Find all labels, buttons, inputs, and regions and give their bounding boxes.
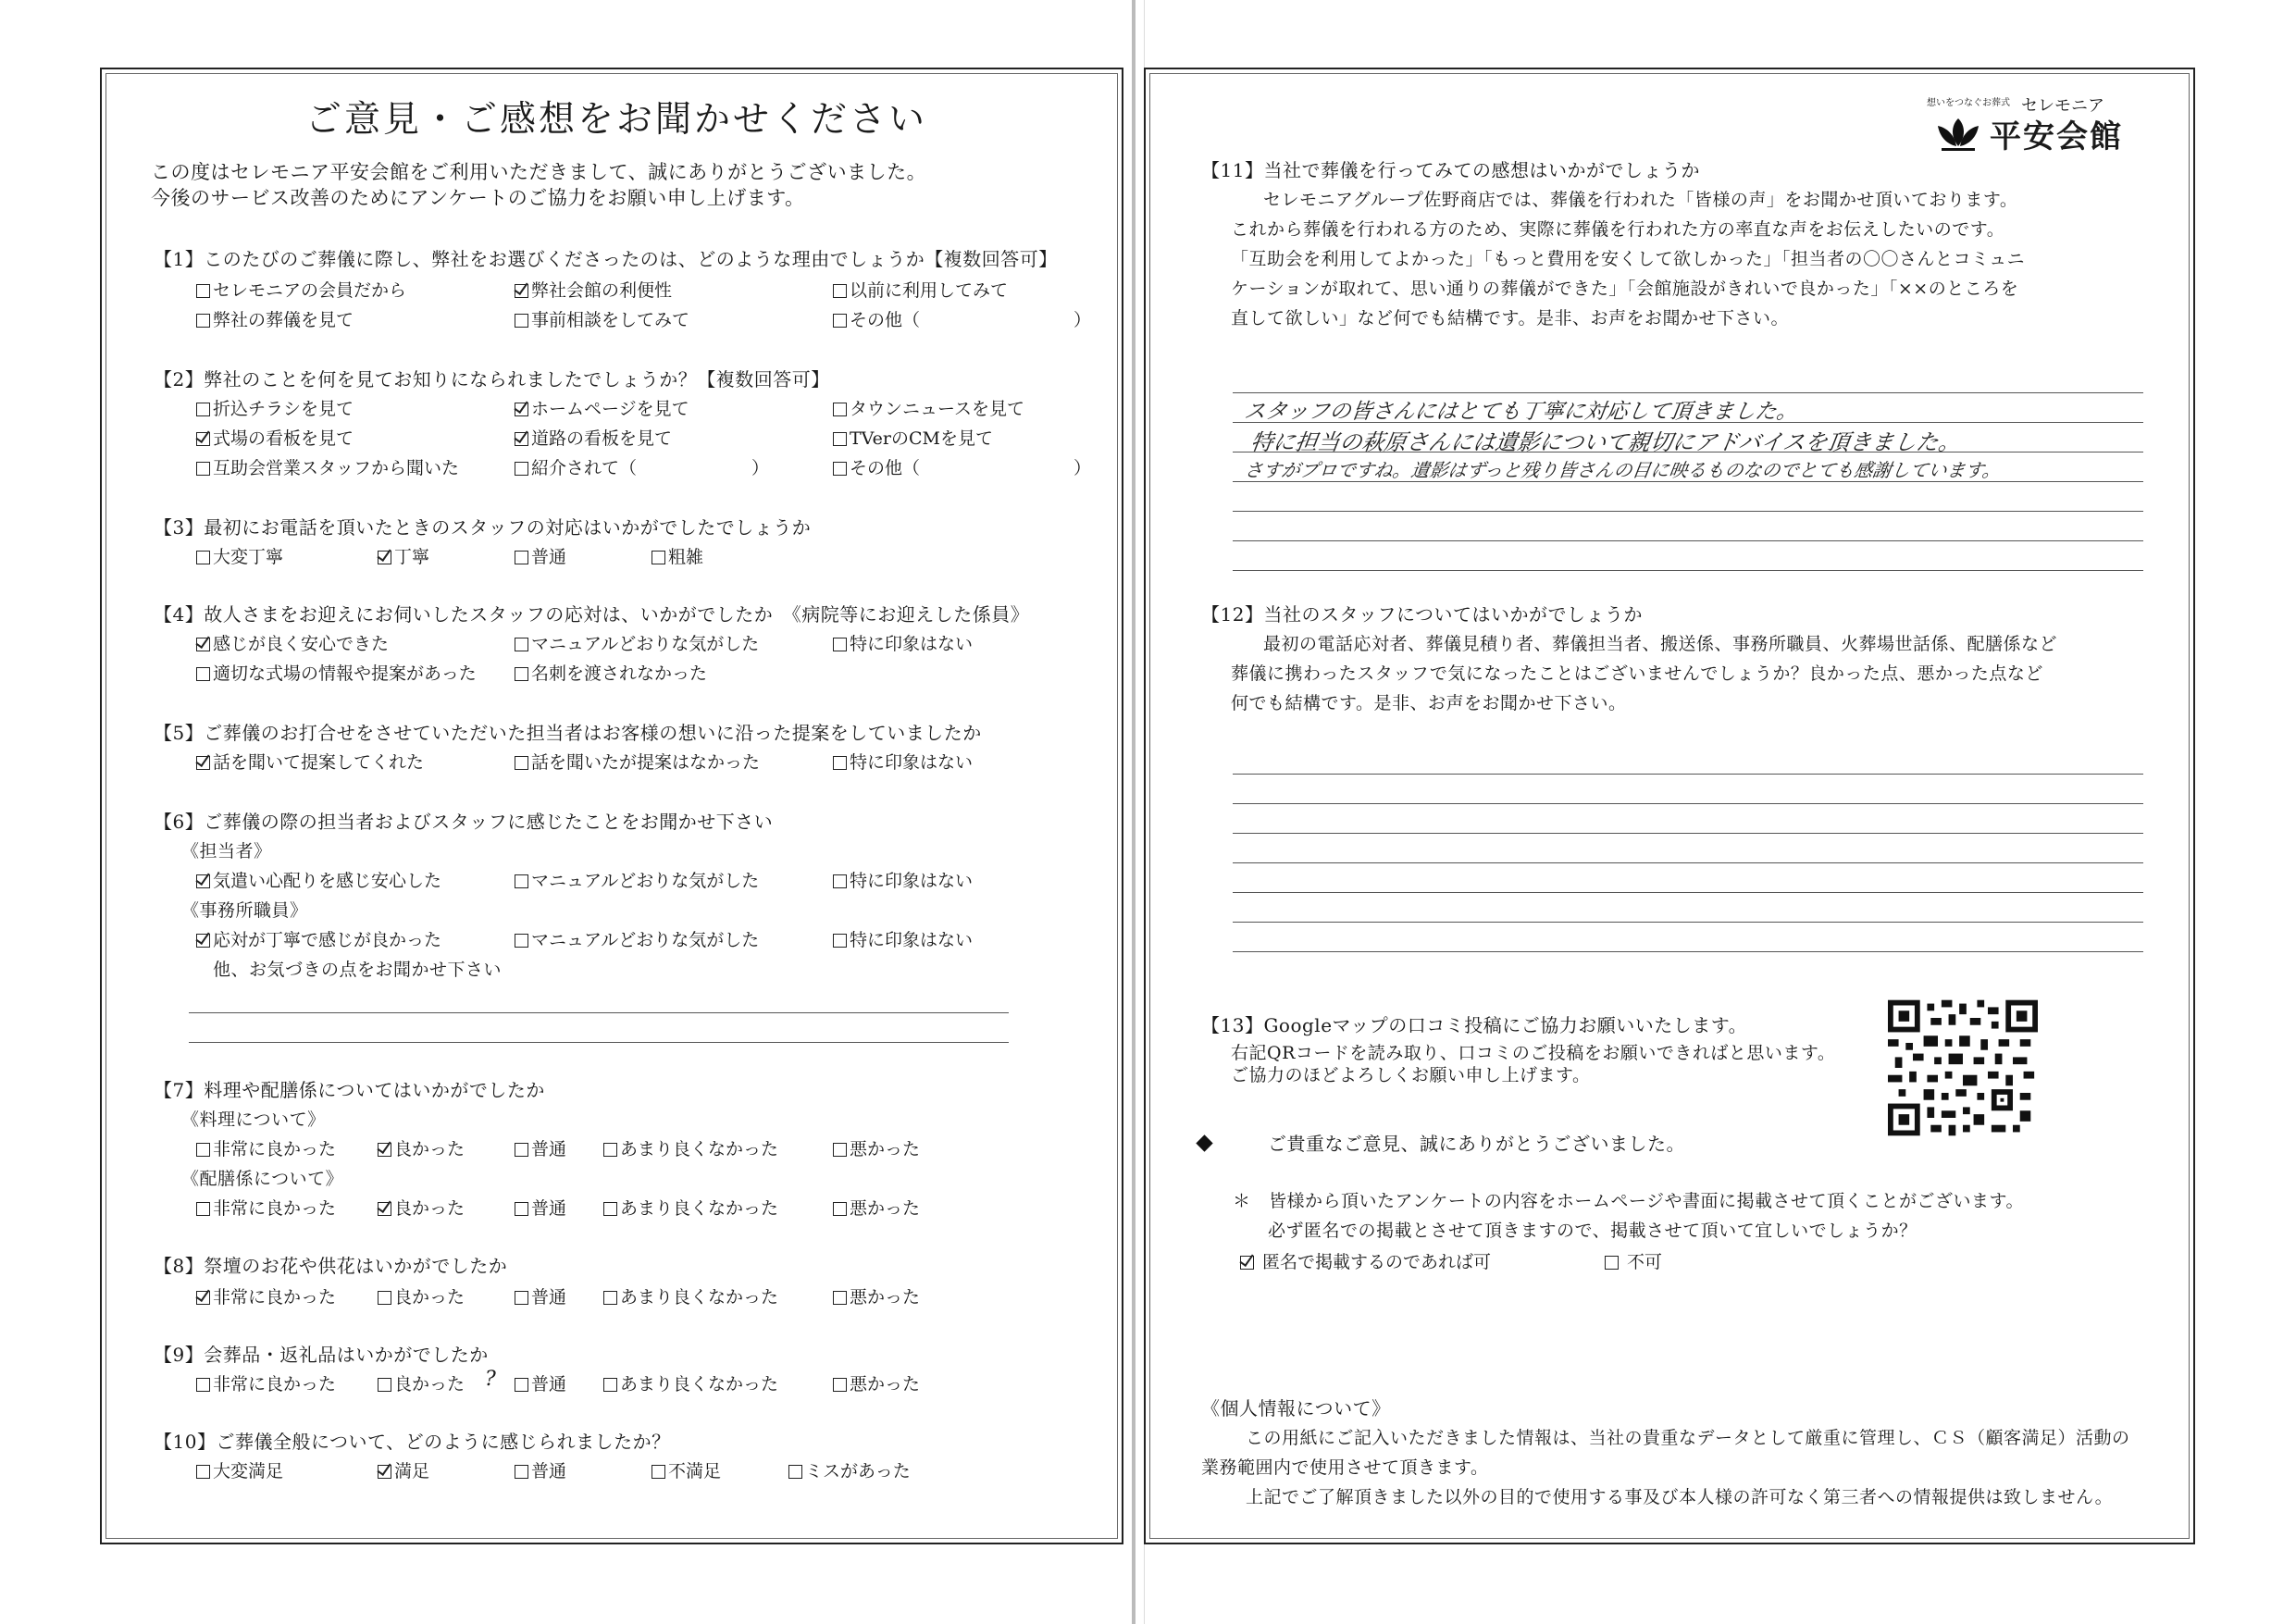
checkbox[interactable]	[378, 1378, 391, 1392]
q2-option-other[interactable]: その他（	[833, 457, 920, 479]
q4-question: 【4】故人さまをお迎えにお伺いしたスタッフの応対は、いかがでしたか 《病院等にお迎えした係員》	[154, 603, 1030, 626]
q6-staff-option-no-impression[interactable]: 特に印象はない	[833, 870, 973, 892]
checkbox[interactable]	[833, 756, 847, 770]
q2-option-homepage[interactable]: ホームページを見て	[515, 398, 689, 420]
q13-body-2: ご協力のほどよろしくお願い申し上げます。	[1231, 1065, 1591, 1085]
checkbox[interactable]	[603, 1143, 617, 1157]
q7-serving-option-very-good[interactable]: 非常に良かった	[196, 1197, 336, 1220]
checkbox-checked[interactable]	[196, 638, 210, 651]
checkbox[interactable]	[515, 934, 528, 948]
checkbox[interactable]	[378, 1291, 391, 1305]
checkbox[interactable]	[833, 1291, 847, 1305]
checkbox[interactable]	[515, 462, 528, 476]
checkbox[interactable]	[196, 284, 210, 298]
checkbox[interactable]	[515, 638, 528, 651]
checkbox[interactable]	[833, 314, 847, 328]
q8-option-very-good[interactable]: 非常に良かった	[196, 1286, 336, 1308]
checkbox-checked[interactable]	[196, 934, 210, 948]
intro-line-2: 今後のサービス改善のためにアンケートのご協力をお願い申し上げます。	[151, 187, 805, 209]
q12-body-2: 葬儀に携わったスタッフで気になったことはございませんでしょうか？良かった点、悪かった点など	[1231, 663, 2043, 684]
q6-office-option-manual[interactable]: マニュアルどおりな気がした	[515, 929, 759, 951]
q12-write-line-4[interactable]	[1233, 862, 2143, 863]
q7-food-option-normal[interactable]: 普通	[515, 1138, 566, 1160]
checkbox[interactable]	[515, 314, 528, 328]
q7-serving-option-good[interactable]: 良かった	[378, 1197, 465, 1220]
checkbox[interactable]	[833, 638, 847, 651]
checkbox[interactable]	[603, 1291, 617, 1305]
q7-serving-option-normal[interactable]: 普通	[515, 1197, 566, 1220]
q1-option-consultation[interactable]: 事前相談をしてみて	[515, 309, 689, 331]
q11-write-line-6[interactable]	[1233, 540, 2143, 541]
q7-serving-option-bad[interactable]: 悪かった	[833, 1197, 920, 1220]
checkbox-checked[interactable]	[378, 1465, 391, 1479]
checkbox[interactable]	[196, 1378, 210, 1392]
q7-food-option-good[interactable]: 良かった	[378, 1138, 465, 1160]
q2-option-hall-sign[interactable]: 式場の看板を見て	[196, 428, 354, 450]
q6-other-prompt: 他、お気づきの点をお聞かせ下さい	[213, 960, 503, 980]
checkbox[interactable]	[196, 1143, 210, 1157]
checkbox-checked[interactable]	[196, 756, 210, 770]
q11-body-4: ケーションが取れて、思い通りの葬儀ができた」「会館施設がきれいで良かった」「××のところを	[1231, 279, 2019, 299]
checkbox[interactable]	[833, 934, 847, 948]
q12-write-line-5[interactable]	[1233, 892, 2143, 893]
q10-option-satisfied[interactable]: 満足	[378, 1460, 429, 1482]
checkbox-checked[interactable]	[378, 551, 391, 564]
checkbox[interactable]	[196, 403, 210, 416]
q5-option-no-impression[interactable]: 特に印象はない	[833, 751, 973, 774]
checkbox[interactable]	[196, 1465, 210, 1479]
q4-option-reassuring[interactable]: 感じが良く安心できた	[196, 633, 389, 655]
privacy-body-1: この用紙にご記入いただきました情報は、当社の貴重なデータとして厳重に管理し、ＣＳ（顧客満足）活動の	[1246, 1428, 2130, 1448]
q4-option-no-card[interactable]: 名刺を渡されなかった	[515, 663, 707, 685]
privacy-body-3: 上記でご了解頂きました以外の目的で使用する事及び本人様の許可なく第三者への情報提供は致しません。	[1246, 1487, 2114, 1507]
q12-write-line-2[interactable]	[1233, 803, 2143, 804]
checkbox[interactable]	[515, 1465, 528, 1479]
q12-write-line-1[interactable]	[1233, 774, 2143, 775]
q11-handwritten-answer-2: 特に担当の萩原さんには遺影について親切にアドバイスを頂きました。	[1248, 429, 1963, 455]
q8-option-not-good[interactable]: あまり良くなかった	[603, 1286, 778, 1308]
q1-other-close: ）	[1074, 310, 1092, 330]
q12-question: 【12】当社のスタッフについてはいかがでしょうか	[1201, 603, 1644, 626]
q7-sub-serving: 《配膳係について》	[181, 1169, 344, 1189]
q9-option-very-good[interactable]: 非常に良かった	[196, 1373, 336, 1395]
checkbox[interactable]	[1605, 1256, 1619, 1270]
q6-office-option-no-impression[interactable]: 特に印象はない	[833, 929, 973, 951]
checkbox[interactable]	[833, 284, 847, 298]
q9-option-bad[interactable]: 悪かった	[833, 1373, 920, 1395]
checkbox[interactable]	[833, 432, 847, 446]
q6-sub-office: 《事務所職員》	[181, 900, 308, 921]
q1-option-saw-funeral[interactable]: 弊社の葬儀を見て	[196, 309, 354, 331]
consent-option-anonymous-ok[interactable]: 匿名で掲載するのであれば可	[1240, 1251, 1491, 1273]
privacy-heading: 《個人情報について》	[1201, 1397, 1391, 1419]
q12-body-1: 最初の電話応対者、葬儀見積り者、葬儀担当者、搬送係、事務所職員、火葬場世話係、配膳係など	[1263, 634, 2058, 654]
q6-sub-staff: 《担当者》	[181, 841, 272, 862]
checkbox-checked[interactable]	[515, 432, 528, 446]
q1-option-convenience[interactable]: 弊社会館の利便性	[515, 279, 672, 302]
q7-food-option-bad[interactable]: 悪かった	[833, 1138, 920, 1160]
checkbox[interactable]	[515, 1378, 528, 1392]
q11-write-line-5[interactable]	[1233, 511, 2143, 512]
q9-option-not-good[interactable]: あまり良くなかった	[603, 1373, 778, 1395]
q11-question: 【11】当社で葬儀を行ってみての感想はいかがでしょうか	[1201, 159, 1700, 181]
checkbox-checked[interactable]	[196, 432, 210, 446]
q13-question: 【13】Googleマップの口コミ投稿にご協力お願いいたします。	[1201, 1014, 1748, 1036]
q6-staff-option-manual[interactable]: マニュアルどおりな気がした	[515, 870, 759, 892]
q3-option-normal[interactable]: 普通	[515, 546, 566, 568]
q7-food-option-very-good[interactable]: 非常に良かった	[196, 1138, 336, 1160]
q6-write-line-2[interactable]	[189, 1042, 1009, 1043]
q10-option-mistake[interactable]: ミスがあった	[788, 1460, 911, 1482]
checkbox[interactable]	[515, 551, 528, 564]
q3-option-very-polite[interactable]: 大変丁寧	[196, 546, 283, 568]
checkbox[interactable]	[788, 1465, 802, 1479]
q2-option-referral[interactable]: 紹介されて（	[515, 457, 637, 479]
logo-name: 平安会館	[1990, 118, 2123, 155]
consent-option-not-ok[interactable]: 不可	[1605, 1251, 1662, 1273]
q11-handwritten-answer-1: スタッフの皆さんにはとても丁寧に対応して頂きました。	[1242, 400, 1800, 424]
q7-food-option-not-good[interactable]: あまり良くなかった	[603, 1138, 778, 1160]
survey-title: ご意見・ご感想をお聞かせください	[305, 99, 928, 141]
q4-option-proposal[interactable]: 適切な式場の情報や提案があった	[196, 663, 477, 685]
q12-body-3: 何でも結構です。是非、お声をお聞かせ下さい。	[1231, 693, 1627, 713]
checkbox[interactable]	[515, 1291, 528, 1305]
q5-option-no-proposal[interactable]: 話を聞いたが提案はなかった	[515, 751, 760, 774]
q10-question: 【10】ご葬儀全般について、どのように感じられましたか？	[154, 1431, 671, 1453]
checkbox[interactable]	[515, 1143, 528, 1157]
checkbox[interactable]	[196, 1202, 210, 1216]
q10-option-dissatisfied[interactable]: 不満足	[652, 1460, 721, 1482]
q2-option-townnews[interactable]: タウンニュースを見て	[833, 398, 1024, 420]
q2-option-tver-cm[interactable]: TVerのCMを見て	[833, 428, 993, 450]
q9-question: 【9】会葬品・返礼品はいかがでしたか	[154, 1344, 489, 1366]
q6-office-option-polite[interactable]: 応対が丁寧で感じが良かった	[196, 929, 441, 951]
q1-option-member[interactable]: セレモニアの会員だから	[196, 279, 406, 302]
q11-handwritten-answer-3: さすがプロですね。遺影はずっと残り皆さんの目に映るものなのでとても感謝しています。	[1243, 459, 2003, 481]
checkbox[interactable]	[196, 551, 210, 564]
q3-option-rough[interactable]: 粗雑	[652, 546, 703, 568]
q4-option-manual[interactable]: マニュアルどおりな気がした	[515, 633, 759, 655]
checkbox-checked[interactable]	[515, 284, 528, 298]
q7-serving-option-not-good[interactable]: あまり良くなかった	[603, 1197, 778, 1220]
consent-note-1: ＊ 皆様から頂いたアンケートの内容をホームページや書面に掲載させて頂くことがございます。	[1233, 1191, 2024, 1211]
logo-brand: セレモニア	[2021, 96, 2104, 116]
privacy-body-2: 業務範囲内で使用させて頂きます。	[1201, 1457, 1489, 1478]
q1-question: 【1】このたびのご葬儀に際し、弊社をお選びくださったのは、どのような理由でしょうか【複数回答可】	[154, 248, 1058, 270]
q11-body-1: セレモニアグループ佐野商店では、葬儀を行われた「皆様の声」をお聞かせ頂いております。	[1263, 190, 2018, 210]
q9-option-normal[interactable]: 普通	[515, 1373, 566, 1395]
q9-option-good[interactable]: 良かった	[378, 1373, 465, 1395]
q5-question: 【5】ご葬儀のお打合せをさせていただいた担当者はお客様の想いに沿った提案をしていましたか	[154, 722, 982, 744]
company-logo	[1927, 93, 2121, 157]
q2-option-sales-staff[interactable]: 互助会営業スタッフから聞いた	[196, 457, 459, 479]
q13-body-1: 右記QRコードを読み取り、口コミのご投稿をお願いできればと思います。	[1231, 1043, 1836, 1063]
checkbox-checked[interactable]	[1240, 1256, 1254, 1270]
lotus-logo-icon	[1934, 113, 1982, 154]
q11-write-line-7[interactable]	[1233, 570, 2143, 571]
checkbox-checked[interactable]	[196, 1291, 210, 1305]
q8-option-normal[interactable]: 普通	[515, 1286, 566, 1308]
q2-other-close: ）	[1074, 458, 1092, 478]
q2-option-road-sign[interactable]: 道路の看板を見て	[515, 428, 672, 450]
checkbox[interactable]	[833, 1202, 847, 1216]
checkbox[interactable]	[833, 403, 847, 416]
q9-handwritten-mark: ?	[485, 1368, 496, 1391]
q11-body-2: これから葬儀を行われる方のため、実際に葬儀を行われた方の率直な声をお伝えしたいのです。	[1231, 219, 2005, 240]
checkbox-checked[interactable]	[515, 403, 528, 416]
checkbox[interactable]	[833, 1143, 847, 1157]
intro-line-1: この度はセレモニア平安会館をご利用いただきまして、誠にありがとうございました。	[151, 161, 927, 183]
q10-option-normal[interactable]: 普通	[515, 1460, 566, 1482]
q12-write-line-7[interactable]	[1233, 951, 2143, 952]
checkbox[interactable]	[833, 874, 847, 888]
q1-option-other[interactable]: その他（	[833, 309, 920, 331]
checkbox[interactable]	[515, 1202, 528, 1216]
q11-write-line-1[interactable]	[1233, 392, 2143, 393]
q3-question: 【3】最初にお電話を頂いたときのスタッフの対応はいかがでしたでしょうか	[154, 516, 812, 539]
q12-write-line-6[interactable]	[1233, 922, 2143, 923]
q3-option-polite[interactable]: 丁寧	[378, 546, 429, 568]
checkbox[interactable]	[652, 551, 665, 564]
q7-question: 【7】料理や配膳係についてはいかがでしたか	[154, 1079, 545, 1101]
checkbox[interactable]	[833, 1378, 847, 1392]
q8-option-bad[interactable]: 悪かった	[833, 1286, 920, 1308]
checkbox[interactable]	[515, 667, 528, 681]
checkbox-checked[interactable]	[378, 1143, 391, 1157]
checkbox[interactable]	[196, 462, 210, 476]
checkbox[interactable]	[196, 667, 210, 681]
q2-question: 【2】弊社のことを何を見てお知りになられましたでしょうか？【複数回答可】	[154, 368, 830, 391]
page-fold	[1132, 0, 1136, 1624]
q7-sub-food: 《料理について》	[181, 1110, 326, 1130]
checkbox-checked[interactable]	[196, 874, 210, 888]
thanks-message: ご貴重なご意見、誠にありがとうございました。	[1268, 1133, 1685, 1155]
q11-body-5: 直して欲しい」など何でも結構です。是非、お声をお聞かせ下さい。	[1231, 308, 1789, 329]
q2-option-flyer[interactable]: 折込チラシを見て	[196, 398, 354, 420]
checkbox-checked[interactable]	[378, 1202, 391, 1216]
qr-code-icon[interactable]	[1888, 999, 2038, 1136]
q11-body-3: 「互助会を利用してよかった」「もっと費用を安くして欲しかった」「担当者の〇〇さんとコミュニ	[1231, 249, 2026, 269]
q1-option-previous[interactable]: 以前に利用してみて	[833, 279, 1008, 302]
q10-option-very-satisfied[interactable]: 大変満足	[196, 1460, 283, 1482]
checkbox[interactable]	[833, 462, 847, 476]
q12-write-line-3[interactable]	[1233, 833, 2143, 834]
q4-option-no-impression[interactable]: 特に印象はない	[833, 633, 973, 655]
q8-option-good[interactable]: 良かった	[378, 1286, 465, 1308]
q6-write-line-1[interactable]	[189, 1012, 1009, 1013]
checkbox[interactable]	[652, 1465, 665, 1479]
consent-note-2: 必ず匿名での掲載とさせて頂きますので、掲載させて頂いて宜しいでしょうか？	[1268, 1221, 1917, 1241]
checkbox[interactable]	[196, 314, 210, 328]
q2-referral-close: ）	[751, 458, 770, 478]
checkbox[interactable]	[603, 1378, 617, 1392]
q6-staff-option-considerate[interactable]: 気遣い心配りを感じ安心した	[196, 870, 441, 892]
q6-question: 【6】ご葬儀の際の担当者およびスタッフに感じたことをお聞かせ下さい	[154, 811, 774, 833]
checkbox[interactable]	[603, 1202, 617, 1216]
q5-option-proposed[interactable]: 話を聞いて提案してくれた	[196, 751, 424, 774]
checkbox[interactable]	[515, 756, 528, 770]
q8-question: 【8】祭壇のお花や供花はいかがでしたか	[154, 1255, 508, 1277]
logo-tagline: 想いをつなぐお葬式	[1927, 98, 2010, 108]
checkbox[interactable]	[515, 874, 528, 888]
